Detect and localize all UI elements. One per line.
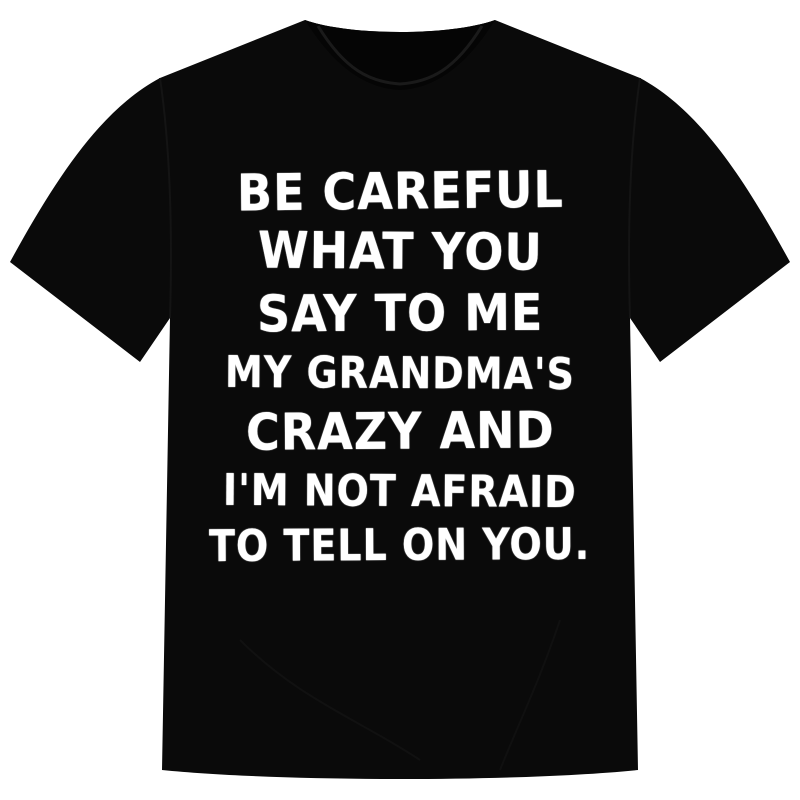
print-line: BE CAREFUL bbox=[236, 159, 564, 223]
print-line: I'M NOT AFRAID bbox=[222, 464, 578, 518]
print-line: TO TELL ON YOU. bbox=[209, 518, 591, 572]
shirt-print-text bbox=[200, 159, 600, 572]
print-line: SAY TO ME bbox=[256, 282, 544, 344]
print-line: CRAZY AND bbox=[245, 400, 555, 462]
print-line: MY GRANDMA'S bbox=[224, 346, 576, 400]
print-line: WHAT YOU bbox=[257, 220, 543, 282]
